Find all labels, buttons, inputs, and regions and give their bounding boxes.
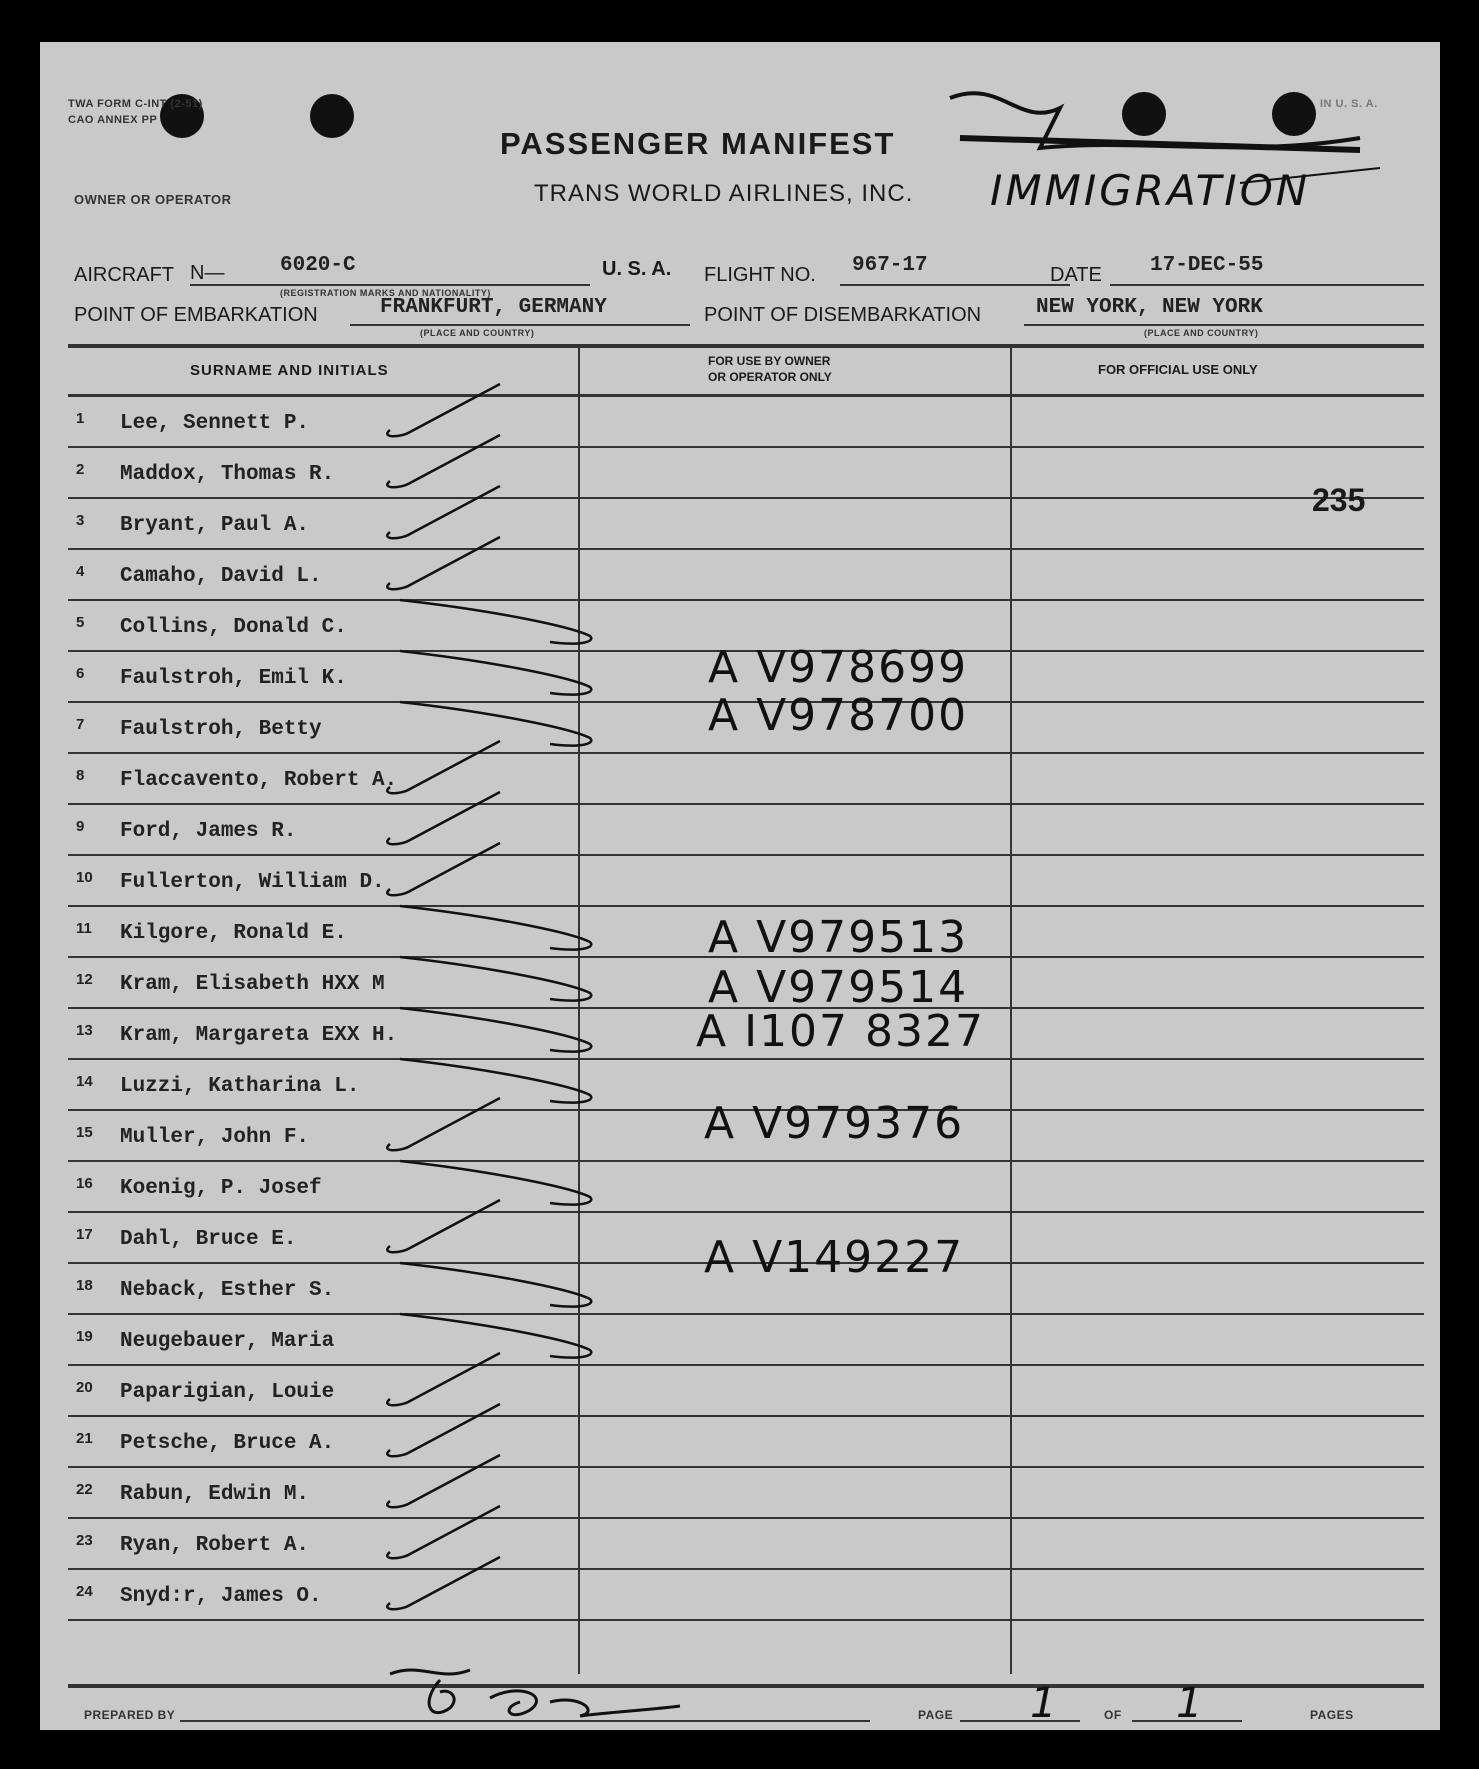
annotation-row-7: A V978700	[708, 690, 969, 741]
pages-label: PAGES	[1310, 1708, 1354, 1722]
row-rule	[68, 1517, 1424, 1519]
disembark-label: POINT OF DISEMBARKATION	[704, 304, 982, 326]
passenger-name: Maddox, Thomas R.	[120, 463, 335, 486]
table-row	[40, 1418, 1440, 1469]
scribble-strike	[940, 68, 1380, 188]
passenger-name: Bryant, Paul A.	[120, 514, 310, 537]
row-rule	[68, 1058, 1424, 1060]
header-bottom-rule	[68, 394, 1424, 397]
table-row	[40, 857, 1440, 908]
passenger-name: Lee, Sennett P.	[120, 412, 310, 435]
row-number: 18	[76, 1277, 93, 1294]
row-rule	[68, 446, 1424, 448]
manifest-page	[40, 42, 1440, 1730]
date-underline	[1110, 284, 1424, 286]
row-number: 24	[76, 1583, 93, 1600]
table-top-rule	[68, 344, 1424, 348]
row-number: 7	[76, 716, 85, 733]
annotation-row-12: A V979513	[708, 912, 969, 963]
passenger-name: Kram, Margareta EXX H.	[120, 1024, 398, 1047]
punch-hole	[310, 94, 354, 138]
annotation-row-13: A V979514	[708, 962, 969, 1013]
aircraft-underline	[190, 284, 590, 286]
row-number: 6	[76, 665, 85, 682]
row-rule	[68, 854, 1424, 856]
col-header-name: SURNAME AND INITIALS	[190, 362, 389, 379]
owner-operator-label: OWNER OR OPERATOR	[74, 192, 232, 207]
table-row	[40, 1367, 1440, 1418]
passenger-name: Petsche, Bruce A.	[120, 1432, 335, 1455]
table-row	[40, 1520, 1440, 1571]
row-rule	[68, 1160, 1424, 1162]
table-row	[40, 1571, 1440, 1622]
passenger-name: Muller, John F.	[120, 1126, 310, 1149]
table-row	[40, 398, 1440, 449]
row-number: 10	[76, 869, 93, 886]
row-number: 19	[76, 1328, 93, 1345]
row-rule	[68, 803, 1424, 805]
row-rule	[68, 905, 1424, 907]
annotation-row-14: A I107 8327	[696, 1006, 986, 1057]
table-row	[40, 551, 1440, 602]
col-header-owner-1: FOR USE BY OWNER	[708, 354, 831, 368]
row-rule	[68, 497, 1424, 499]
passenger-name: Fullerton, William D.	[120, 871, 385, 894]
table-row	[40, 449, 1440, 500]
row-number: 15	[76, 1124, 93, 1141]
disembark-value: NEW YORK, NEW YORK	[1036, 296, 1263, 319]
usa-label: U. S. A.	[602, 258, 672, 280]
embark-value: FRANKFURT, GERMANY	[380, 296, 607, 319]
flight-value: 967-17	[852, 254, 928, 277]
table-row	[40, 1316, 1440, 1367]
table-row	[40, 1469, 1440, 1520]
row-rule	[68, 1466, 1424, 1468]
table-row	[40, 806, 1440, 857]
row-number: 22	[76, 1481, 93, 1498]
row-rule	[68, 599, 1424, 601]
date-value: 17-DEC-55	[1150, 254, 1264, 277]
row-number: 20	[76, 1379, 93, 1396]
passenger-name: Ford, James R.	[120, 820, 297, 843]
table-row	[40, 500, 1440, 551]
row-number: 1	[76, 410, 85, 427]
row-rule	[68, 1619, 1424, 1621]
row-number: 21	[76, 1430, 93, 1447]
annotation-row-6: A V978699	[708, 642, 969, 693]
row-rule	[68, 1568, 1424, 1570]
disembark-underline	[1024, 324, 1424, 326]
row-number: 4	[76, 563, 85, 580]
annotation-row-16: A V979376	[704, 1098, 965, 1149]
stamp-number: 235	[1312, 482, 1366, 518]
passenger-name: Flaccavento, Robert A.	[120, 769, 398, 792]
passenger-name: Neback, Esther S.	[120, 1279, 335, 1302]
row-number: 5	[76, 614, 85, 631]
row-rule	[68, 1415, 1424, 1417]
passenger-name: Faulstroh, Emil K.	[120, 667, 347, 690]
prepared-by-label: PREPARED BY	[84, 1708, 176, 1722]
row-rule	[68, 548, 1424, 550]
flight-label: FLIGHT NO.	[704, 264, 816, 286]
page-value: 1	[1030, 1678, 1057, 1727]
row-number: 14	[76, 1073, 93, 1090]
form-code: TWA FORM C-INT (2-51)	[68, 98, 203, 110]
embark-label: POINT OF EMBARKATION	[74, 304, 318, 326]
page-label: PAGE	[918, 1708, 954, 1722]
table-row	[40, 755, 1440, 806]
row-number: 11	[76, 920, 92, 937]
embark-caption: (PLACE AND COUNTRY)	[420, 328, 535, 338]
embark-underline	[350, 324, 690, 326]
date-label: DATE	[1050, 264, 1102, 286]
row-rule	[68, 1211, 1424, 1213]
row-rule	[68, 1364, 1424, 1366]
passenger-name: Rabun, Edwin M.	[120, 1483, 310, 1506]
passenger-name: Kilgore, Ronald E.	[120, 922, 347, 945]
row-number: 17	[76, 1226, 93, 1243]
annotation-row-19: A V149227	[704, 1232, 965, 1283]
flight-underline	[840, 284, 1070, 286]
manifest-title: PASSENGER MANIFEST	[500, 126, 896, 161]
of-label: OF	[1104, 1708, 1122, 1722]
passenger-name: Kram, Elisabeth HXX M	[120, 973, 385, 996]
passenger-name: Snyd:r, James O.	[120, 1585, 322, 1608]
passenger-name: Neugebauer, Maria	[120, 1330, 335, 1353]
row-number: 13	[76, 1022, 93, 1039]
aircraft-value: 6020-C	[280, 254, 356, 277]
passenger-name: Collins, Donald C.	[120, 616, 347, 639]
immigration-stamp: IMMIGRATION	[990, 166, 1311, 215]
passenger-name: Ryan, Robert A.	[120, 1534, 310, 1557]
passenger-name: Dahl, Bruce E.	[120, 1228, 297, 1251]
passenger-name: Paparigian, Louie	[120, 1381, 335, 1404]
preparer-signature	[380, 1652, 700, 1732]
page-underline	[960, 1720, 1080, 1722]
row-number: 9	[76, 818, 85, 835]
registration-caption: (REGISTRATION MARKS AND NATIONALITY)	[280, 288, 491, 298]
table-row	[40, 1163, 1440, 1214]
footer-top-rule	[68, 1684, 1424, 1688]
aircraft-prefix: N—	[190, 262, 225, 284]
row-rule	[68, 1313, 1424, 1315]
form-code-annex: CAO ANNEX PP	[68, 114, 158, 126]
printed-in: IN U. S. A.	[1320, 98, 1378, 110]
aircraft-label: AIRCRAFT	[74, 264, 174, 286]
col-header-official: FOR OFFICIAL USE ONLY	[1098, 362, 1258, 377]
of-value: 1	[1176, 1678, 1203, 1727]
row-number: 16	[76, 1175, 93, 1192]
row-number: 3	[76, 512, 85, 529]
passenger-name: Koenig, P. Josef	[120, 1177, 322, 1200]
passenger-name: Faulstroh, Betty	[120, 718, 322, 741]
check-mark	[370, 1549, 610, 1619]
row-number: 2	[76, 461, 85, 478]
airline-name: TRANS WORLD AIRLINES, INC.	[534, 180, 914, 207]
row-rule	[68, 752, 1424, 754]
disembark-caption: (PLACE AND COUNTRY)	[1144, 328, 1259, 338]
passenger-name: Camaho, David L.	[120, 565, 322, 588]
passenger-name: Luzzi, Katharina L.	[120, 1075, 360, 1098]
row-number: 8	[76, 767, 85, 784]
col-header-owner-2: OR OPERATOR ONLY	[708, 370, 832, 384]
row-number: 12	[76, 971, 93, 988]
row-number: 23	[76, 1532, 93, 1549]
